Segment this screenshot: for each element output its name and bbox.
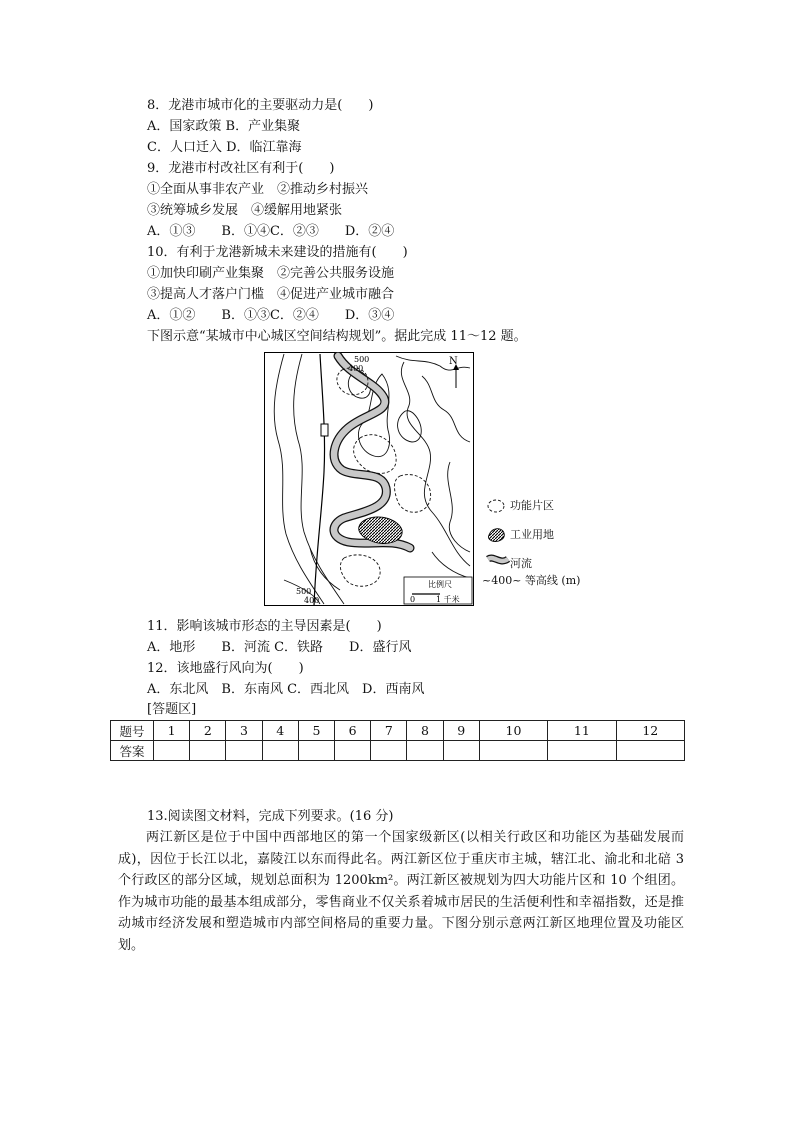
number-cell: 3 xyxy=(226,721,262,741)
map-intro: 下图示意“某城市中心城区空间结构规划”。据此完成 11～12 题。 xyxy=(147,329,527,344)
table-row xyxy=(111,741,685,761)
city-structure-map xyxy=(264,352,474,606)
q9-item-line2: ③统筹城乡发展 ④缓解用地紧张 xyxy=(147,203,343,218)
q9-options: A．①③ B．①④C．②③ D．②④ xyxy=(147,224,395,239)
number-cell: 5 xyxy=(298,721,334,741)
legend-river: 河流 xyxy=(510,557,532,570)
contour-label-500-bottom: 500 xyxy=(296,587,312,596)
q8-options-line2: C．人口迁入 D．临江靠海 xyxy=(147,140,302,155)
answer-cell-11[interactable] xyxy=(548,741,616,761)
legend-symbols xyxy=(486,497,510,573)
q10-options: A．①② B．①③C．②④ D．③④ xyxy=(147,308,395,323)
number-cell: 4 xyxy=(262,721,298,741)
contour-label-400-top: 400 xyxy=(348,364,364,373)
number-cell: 1 xyxy=(154,721,190,741)
row-label-number: 题号 xyxy=(111,721,154,741)
number-cell: 8 xyxy=(407,721,443,741)
scale-zero: 0 xyxy=(410,595,416,604)
answer-cell-10[interactable] xyxy=(479,741,547,761)
contour-label-400-bottom: 400 xyxy=(304,596,320,605)
answer-cell-5[interactable] xyxy=(298,741,334,761)
scale-unit: 1 千米 xyxy=(436,595,460,604)
answer-cell-8[interactable] xyxy=(407,741,443,761)
number-cell: 11 xyxy=(548,721,616,741)
q9-item-line1: ①全面从事非农产业 ②推动乡村振兴 xyxy=(147,182,369,197)
answer-cell-9[interactable] xyxy=(443,741,479,761)
answer-table xyxy=(110,720,685,761)
answer-area-label: [答题区] xyxy=(147,702,197,717)
number-cell: 2 xyxy=(190,721,226,741)
row-label-answer: 答案 xyxy=(111,741,154,761)
q10-item-line1: ①加快印刷产业集聚 ②完善公共服务设施 xyxy=(147,266,395,281)
answer-cell-1[interactable] xyxy=(154,741,190,761)
number-cell: 6 xyxy=(335,721,371,741)
q10-stem: 10．有利于龙港新城未来建设的措施有( ) xyxy=(147,245,408,260)
answer-cell-7[interactable] xyxy=(371,741,407,761)
number-cell: 7 xyxy=(371,721,407,741)
number-cell: 9 xyxy=(443,721,479,741)
answer-cell-12[interactable] xyxy=(616,741,684,761)
q8-stem: 8．龙港市城市化的主要驱动力是( ) xyxy=(147,98,374,113)
legend-functional: 功能片区 xyxy=(510,499,554,512)
answer-cell-3[interactable] xyxy=(226,741,262,761)
q13-body: 两江新区是位于中国中西部地区的第一个国家级新区(以相关行政区和功能区为基础发展而成)，因位于长江以北，嘉陵江以东而得此名。两江新区位于重庆市主城，辖江北、渝北和北碚 3 个行政区的部分区域，规划总面积为 1200km²。两江新区被规划为四大功能片区和 10 个组团。作为城市功能的最基本组成部分，零售商业不仅关系着城市居民的生活便利性和幸福指数，还是推动城市经济发展和塑造城市内部空间格局的重要力量。下图分别示意两江新区地理位置及功能区划。 xyxy=(118,830,684,953)
legend-industrial: 工业用地 xyxy=(510,528,554,541)
q11-stem: 11．影响该城市形态的主导因素是( ) xyxy=(147,619,382,634)
legend-industrial-icon xyxy=(488,529,504,542)
q10-item-line2: ③提高人才落户门槛 ④促进产业城市融合 xyxy=(147,287,395,302)
q13-title: 13.阅读图文材料，完成下列要求。(16 分) xyxy=(147,809,394,824)
q9-stem: 9．龙港市村改社区有利于( ) xyxy=(147,161,335,176)
legend-functional-icon xyxy=(488,500,504,512)
railway-station xyxy=(321,424,328,436)
legend-contour: ~400~ 等高线 (m) xyxy=(482,574,581,587)
number-cell: 10 xyxy=(479,721,547,741)
answer-cell-4[interactable] xyxy=(262,741,298,761)
scale-title: 比例尺 xyxy=(428,580,452,589)
q12-options: A．东北风 B．东南风 C．西北风 D．西南风 xyxy=(147,682,425,697)
table-row xyxy=(111,721,685,741)
north-label: N xyxy=(449,356,458,367)
q8-options-line1: A．国家政策 B．产业集聚 xyxy=(147,119,301,134)
q12-stem: 12．该地盛行风向为( ) xyxy=(147,661,304,676)
answer-cell-6[interactable] xyxy=(335,741,371,761)
number-cell: 12 xyxy=(616,721,684,741)
answer-cell-2[interactable] xyxy=(190,741,226,761)
contour-label-500-top: 500 xyxy=(354,355,370,364)
q11-options: A．地形 B．河流 C．铁路 D．盛行风 xyxy=(147,640,412,655)
